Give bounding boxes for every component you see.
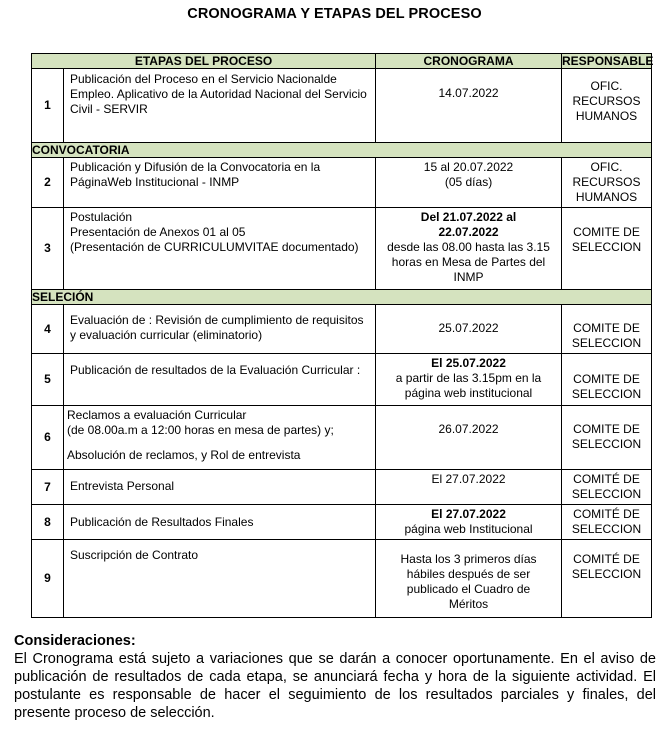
- row-number: 7: [32, 470, 64, 505]
- stage-cell: [64, 305, 376, 354]
- table-row: [32, 505, 652, 540]
- responsible-text: SELECCION: [571, 487, 642, 501]
- schedule-text: desde las 08.00 hasta las 3.15 horas en Mesa de Partes del INMP: [387, 240, 550, 284]
- header-responsible: RESPONSABLE: [562, 54, 654, 68]
- stage-text: Evaluación de : Revisión de cumplimiento de requisitos y evaluación curricular (eliminatorio): [70, 313, 364, 342]
- section-row: [32, 290, 652, 305]
- schedule-cell: [376, 208, 562, 290]
- stage-text: Publicación de resultados de la Evaluación Curricular :: [70, 363, 361, 377]
- row-number: 1: [32, 69, 64, 143]
- row-number: 5: [32, 354, 64, 406]
- responsible-cell: [562, 305, 652, 354]
- stage-cell: [64, 158, 376, 208]
- responsible-text: SELECCION: [571, 567, 642, 581]
- table-row: [32, 305, 652, 354]
- schedule-text: 14.07.2022: [438, 86, 499, 100]
- responsible-text: HUMANOS: [575, 190, 638, 204]
- stage-cell: [64, 208, 376, 290]
- responsible-text: SELECCION: [571, 522, 642, 536]
- responsible-text: SELECCION: [571, 387, 642, 401]
- responsible-text: OFIC.: [590, 79, 623, 93]
- responsible-cell: [562, 505, 652, 540]
- stage-cell: [64, 406, 376, 470]
- stage-text: Publicación de Resultados Finales: [70, 515, 254, 529]
- responsible-text: COMITE DE: [573, 422, 640, 436]
- stage-cell: [64, 69, 376, 143]
- schedule-date: El 25.07.2022: [431, 356, 506, 370]
- responsible-text: HUMANOS: [575, 109, 638, 123]
- responsible-cell: [562, 470, 652, 505]
- table-row: [32, 354, 652, 406]
- schedule-cell: [376, 305, 562, 354]
- schedule-cell: [376, 540, 562, 618]
- row-number: 4: [32, 305, 64, 354]
- row-number: 2: [32, 158, 64, 208]
- schedule-cell: [376, 505, 562, 540]
- stage-cell: [64, 540, 376, 618]
- responsible-cell: [562, 540, 652, 618]
- responsible-cell: [562, 158, 652, 208]
- responsible-text: RECURSOS: [572, 94, 641, 108]
- table-row: [32, 69, 652, 143]
- stage-text: Presentación de Anexos 01 al 05: [70, 225, 246, 239]
- stage-text: Reclamos a evaluación Curricular: [67, 408, 247, 422]
- responsible-text: OFIC. RECURSOS: [572, 160, 641, 189]
- schedule-text: a partir de las 3.15pm en la página web institucional: [395, 371, 542, 400]
- responsible-text: COMITE DE: [573, 372, 640, 386]
- stage-text: Publicación del Proceso en el Servicio Nacionalde Empleo. Aplicativo de la Autoridad Nacional del Servicio Civil - SERVIR: [70, 72, 367, 116]
- row-number: 8: [32, 505, 64, 540]
- header-stages: ETAPAS DEL PROCESO: [32, 54, 376, 69]
- row-number: 3: [32, 208, 64, 290]
- schedule-date: El 27.07.2022: [431, 507, 506, 521]
- schedule-date: 22.07.2022: [438, 225, 499, 239]
- section-row: [32, 143, 652, 158]
- table-header-row: [32, 54, 652, 69]
- stage-cell: [64, 354, 376, 406]
- row-number: 9: [32, 540, 64, 618]
- responsible-cell: [562, 354, 652, 406]
- schedule-text: página web Institucional: [404, 522, 533, 536]
- schedule-cell: [376, 406, 562, 470]
- responsible-text: COMITÉ DE: [573, 472, 640, 486]
- schedule-cell: [376, 69, 562, 143]
- table-row: [32, 158, 652, 208]
- responsible-text: COMITE DE: [573, 225, 640, 239]
- table-row: [32, 540, 652, 618]
- responsible-cell: [562, 406, 652, 470]
- row-number: 6: [32, 406, 64, 470]
- considerations-block: [14, 632, 656, 722]
- table-row: [32, 406, 652, 470]
- stage-text: (Presentación de CURRICULUMVITAE documentado): [70, 240, 359, 254]
- considerations-title: Consideraciones:: [14, 633, 136, 649]
- schedule-text: 15 al 20.07.2022: [423, 160, 514, 174]
- stage-text: Publicación y Difusión de la Convocatoria en la PáginaWeb Institucional - INMP: [70, 160, 321, 189]
- stage-text: Postulación: [70, 210, 133, 224]
- responsible-text: COMITÉ DE: [573, 507, 640, 521]
- responsible-cell: [562, 208, 652, 290]
- schedule-cell: [376, 470, 562, 505]
- stage-text: Absolución de reclamos, y Rol de entrevista: [67, 448, 301, 462]
- responsible-cell: [562, 69, 652, 143]
- stage-text: Suscripción de Contrato: [70, 548, 199, 562]
- table-row: [32, 208, 652, 290]
- schedule-cell: [376, 158, 562, 208]
- responsible-text: COMITE DE: [573, 321, 640, 335]
- table-row: [32, 470, 652, 505]
- stage-text: (de 08.00a.m a 12:00 horas en mesa de partes) y;: [67, 423, 334, 437]
- page-title: CRONOGRAMA Y ETAPAS DEL PROCESO: [187, 6, 482, 22]
- schedule-cell: [376, 354, 562, 406]
- section-label: CONVOCATORIA: [32, 143, 652, 158]
- header-schedule: CRONOGRAMA: [376, 54, 562, 69]
- responsible-text: SELECCION: [571, 437, 642, 451]
- schedule-text: El 27.07.2022: [431, 472, 506, 486]
- schedule-text: 26.07.2022: [438, 422, 499, 436]
- schedule-date: Del 21.07.2022 al: [420, 210, 517, 224]
- responsible-text: SELECCION: [571, 336, 642, 350]
- schedule-text: (05 días): [444, 175, 493, 189]
- stage-text: Entrevista Personal: [70, 479, 175, 493]
- section-label: SELECIÓN: [32, 290, 652, 305]
- schedule-table: [31, 53, 652, 618]
- responsible-text: SELECCION: [571, 240, 642, 254]
- schedule-text: 25.07.2022: [438, 321, 499, 335]
- stage-cell: [64, 505, 376, 540]
- considerations-text: El Cronograma está sujeto a variaciones que se darán a conocer oportunamente. En el aviso de publicación de resultados de cada etapa, se anunciará fecha y hora de la siguiente actividad. El postulante es responsable de hacer el seguimiento de los resultados parciales y finales, del presente proceso de selección.: [14, 651, 656, 721]
- stage-cell: [64, 470, 376, 505]
- schedule-text: Hasta los 3 primeros días hábiles después de ser publicado el Cuadro de Méritos: [400, 552, 537, 611]
- responsible-text: COMITÉ DE: [573, 552, 640, 566]
